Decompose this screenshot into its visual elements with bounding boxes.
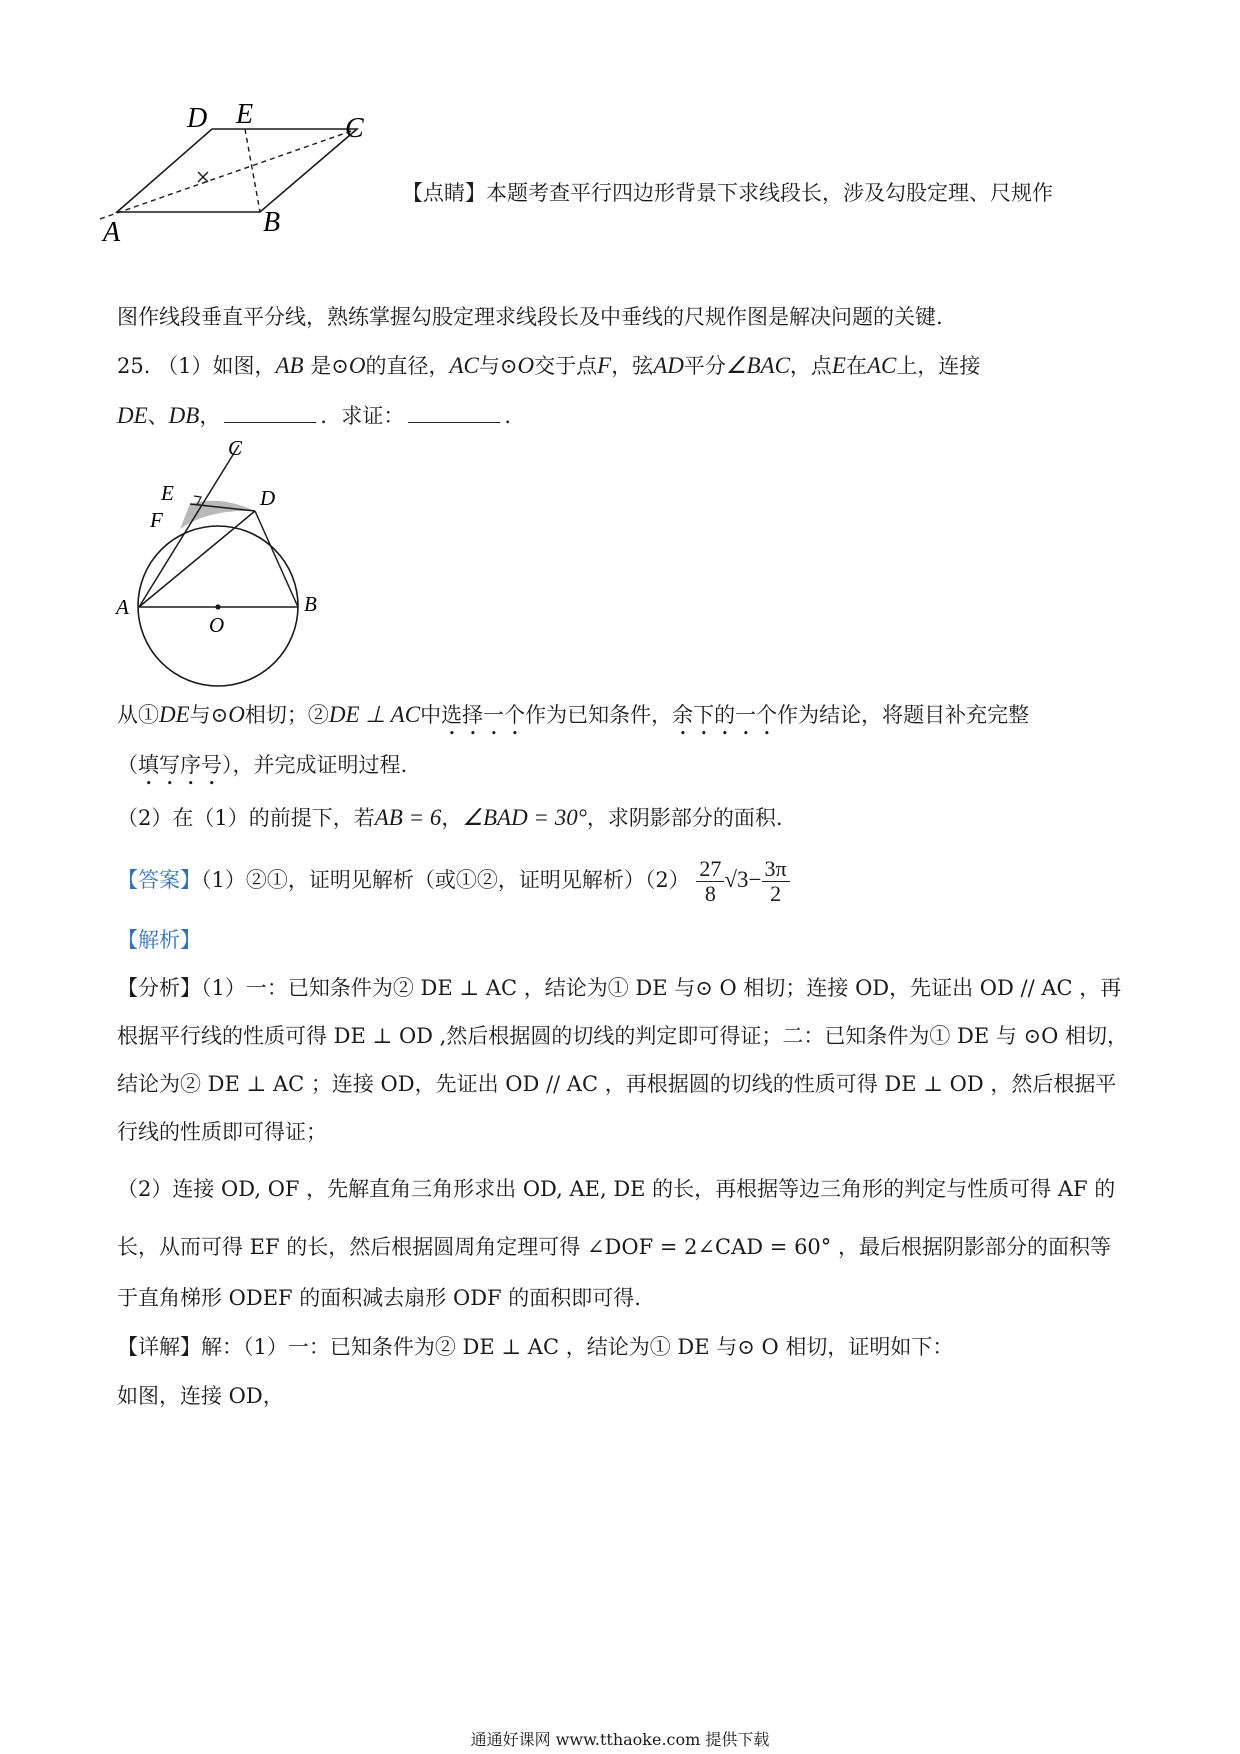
comma: ， bbox=[199, 404, 221, 428]
answer-tag: 【答案】 bbox=[117, 868, 201, 892]
part2-text-c: ，求阴影部分的面积. bbox=[586, 806, 783, 830]
seg-ac-2: AC bbox=[866, 353, 897, 378]
choice-line-2 bbox=[117, 750, 407, 790]
dashed-diagonal-ac bbox=[100, 129, 357, 219]
period: . bbox=[504, 404, 512, 428]
paren-open: （ bbox=[117, 753, 138, 777]
part2-text-a: （2）在（1）的前提下，若 bbox=[117, 806, 375, 830]
choice-text-b: 与 bbox=[189, 703, 211, 727]
q25-text-b: 是 bbox=[310, 354, 332, 378]
prove-label: ．求证： bbox=[320, 404, 405, 428]
point-o-2: O bbox=[517, 353, 535, 378]
fenxi-tag: 【分析】 bbox=[117, 976, 201, 1000]
choice-text-d: 中 bbox=[420, 703, 442, 727]
q25-text-f: ，弦 bbox=[611, 354, 654, 378]
circle-symbol: ⊙ bbox=[331, 354, 349, 378]
label-b: B bbox=[263, 207, 281, 238]
choice-emph-2: 余下的一个 bbox=[672, 703, 778, 727]
center-dot bbox=[215, 604, 220, 609]
fenxi-part2-line-3: 于直角梯形 ODEF 的面积减去扇形 ODF 的面积即可得. bbox=[117, 1286, 641, 1310]
q25-line-2 bbox=[117, 401, 511, 431]
seg-de: DE bbox=[159, 702, 190, 727]
q25-text-c: 的直径， bbox=[365, 354, 450, 378]
blank-conclusion[interactable] bbox=[408, 404, 500, 423]
label-c: C bbox=[345, 113, 364, 144]
seg-ac: AC bbox=[449, 353, 479, 378]
fraction-numerator: 27 bbox=[696, 857, 724, 882]
xiangjie-line-1 bbox=[117, 1332, 953, 1362]
shaded-region bbox=[180, 501, 255, 529]
fraction-27-8 bbox=[696, 857, 724, 906]
fenxi-part2-line-2: 长，从而可得 EF 的长，然后根据圆周角定理可得 ∠DOF = 2∠CAD = 60° ，最后根据阴影部分的面积等 bbox=[117, 1235, 1111, 1259]
choice-line-1 bbox=[117, 700, 1029, 740]
fenxi-line-2: 根据平行线的性质可得 DE ⊥ OD ,然后根据圆的切线的判定即可得证；二：已知条件为① DE 与 ⊙O 相切， bbox=[117, 1024, 1129, 1048]
fraction-denominator: 2 bbox=[770, 881, 782, 906]
dianjing-text-1: 本题考查平行四边形背景下求线段长，涉及勾股定理、尺规作 bbox=[486, 181, 1053, 205]
minus-sign: − bbox=[748, 867, 762, 892]
fraction-3pi-2 bbox=[762, 857, 790, 906]
choice-text-e4: 作为结论，将题目补充完整 bbox=[777, 703, 1030, 727]
sqrt-3: √3 bbox=[724, 867, 749, 892]
choice-text-c: 相切；② bbox=[244, 703, 329, 727]
seg-ab: AB bbox=[275, 353, 304, 378]
de-perp-ac: DE ⊥ AC bbox=[328, 702, 421, 727]
seg-de: DE bbox=[117, 403, 148, 428]
seg-ad: AD bbox=[653, 353, 684, 378]
label-f: F bbox=[150, 508, 163, 532]
q25-text-e: 交于点 bbox=[534, 354, 598, 378]
label-a: A bbox=[116, 595, 129, 619]
parallelogram-figure bbox=[95, 95, 385, 255]
choice-emph-1: 选择一个 bbox=[441, 703, 526, 727]
fenxi-line-1 bbox=[117, 973, 1121, 1003]
dianjing-line-1 bbox=[402, 178, 1053, 208]
q25-line-1 bbox=[117, 351, 980, 381]
midpoint-cross-mark bbox=[198, 172, 208, 182]
part2-text-b: ， bbox=[441, 806, 463, 830]
circle-symbol: ⊙ bbox=[210, 703, 229, 727]
q25-text-d: 与 bbox=[478, 354, 500, 378]
point-o: O bbox=[348, 353, 366, 378]
jiexi-tag: 【解析】 bbox=[117, 928, 201, 952]
fenxi-line-3: 结论为② DE ⊥ AC ；连接 OD，先证出 OD // AC ，再根据圆的切线的性质可得 DE ⊥ OD ，然后根据平 bbox=[117, 1072, 1117, 1096]
q25-text-j: 上，连接 bbox=[896, 354, 981, 378]
circle-figure bbox=[112, 437, 332, 702]
point-o: O bbox=[228, 702, 245, 727]
chord-db bbox=[255, 511, 298, 607]
fenxi-text-1: （1）一：已知条件为② DE ⊥ AC ，结论为① DE 与⊙ O 相切；连接 OD，先证出 OD // AC ，再 bbox=[201, 976, 1122, 1000]
fraction-denominator: 8 bbox=[704, 881, 716, 906]
dashed-segment-eb bbox=[245, 129, 260, 212]
label-o: O bbox=[209, 613, 225, 637]
choice-text-a: 从① bbox=[117, 703, 159, 727]
answer-text: （1）②①，证明见解析（或①②，证明见解析）（2） bbox=[201, 868, 690, 892]
q25-text-g: 平分 bbox=[683, 354, 726, 378]
blank-condition[interactable] bbox=[224, 404, 316, 423]
q25-text-i: 在 bbox=[845, 354, 867, 378]
dianjing-line-2: 图作线段垂直平分线，熟练掌握勾股定理求线段长及中垂线的尺规作图是解决问题的关键. bbox=[117, 305, 943, 329]
point-f: F bbox=[597, 353, 612, 378]
label-d: D bbox=[260, 486, 276, 510]
seg-db: DB bbox=[168, 403, 200, 428]
question-number: 25. bbox=[117, 354, 151, 378]
point-e: E bbox=[831, 353, 846, 378]
fenxi-part2-line-1: （2）连接 OD, OF ，先解直角三角形求出 OD, AE, DE 的长，再根据等边三角形的判定与性质可得 AF 的 bbox=[117, 1177, 1116, 1201]
choice-text-e2: 作为已知条件， bbox=[525, 703, 673, 727]
xiangjie-tag: 【详解】 bbox=[117, 1335, 201, 1359]
part2-line bbox=[117, 803, 783, 833]
eq-bad-30: ∠BAD = 30° bbox=[462, 805, 587, 830]
dianjing-tag: 【点睛】 bbox=[402, 181, 486, 205]
pause-mark: 、 bbox=[147, 404, 169, 428]
angle-bac: ∠BAC bbox=[725, 353, 790, 378]
circle-symbol-2: ⊙ bbox=[499, 354, 518, 378]
label-a: A bbox=[103, 217, 121, 248]
page-footer: 通通好课网 www.tthaoke.com 提供下载 bbox=[470, 1730, 770, 1749]
label-d: D bbox=[187, 103, 208, 134]
fraction-numerator: 3π bbox=[762, 857, 790, 882]
fenxi-line-4: 行线的性质即可得证； bbox=[117, 1120, 327, 1144]
q25-text-h: ，点 bbox=[789, 354, 832, 378]
label-b: B bbox=[304, 592, 317, 616]
eq-ab-6: AB = 6 bbox=[374, 805, 442, 830]
xiangjie-text-1: 解：（1）一：已知条件为② DE ⊥ AC ，结论为① DE 与⊙ O 相切，证明如下： bbox=[201, 1335, 954, 1359]
xiangjie-line-2: 如图，连接 OD， bbox=[117, 1384, 284, 1408]
answer-line bbox=[117, 851, 790, 909]
choice-text-f3: ），并完成证明过程. bbox=[222, 753, 408, 777]
label-c: C bbox=[228, 437, 243, 460]
choice-emph-3: 填写序号 bbox=[138, 753, 222, 777]
q25-text-a: （1）如图， bbox=[157, 354, 276, 378]
label-e: E bbox=[236, 99, 254, 130]
label-e: E bbox=[161, 481, 174, 505]
